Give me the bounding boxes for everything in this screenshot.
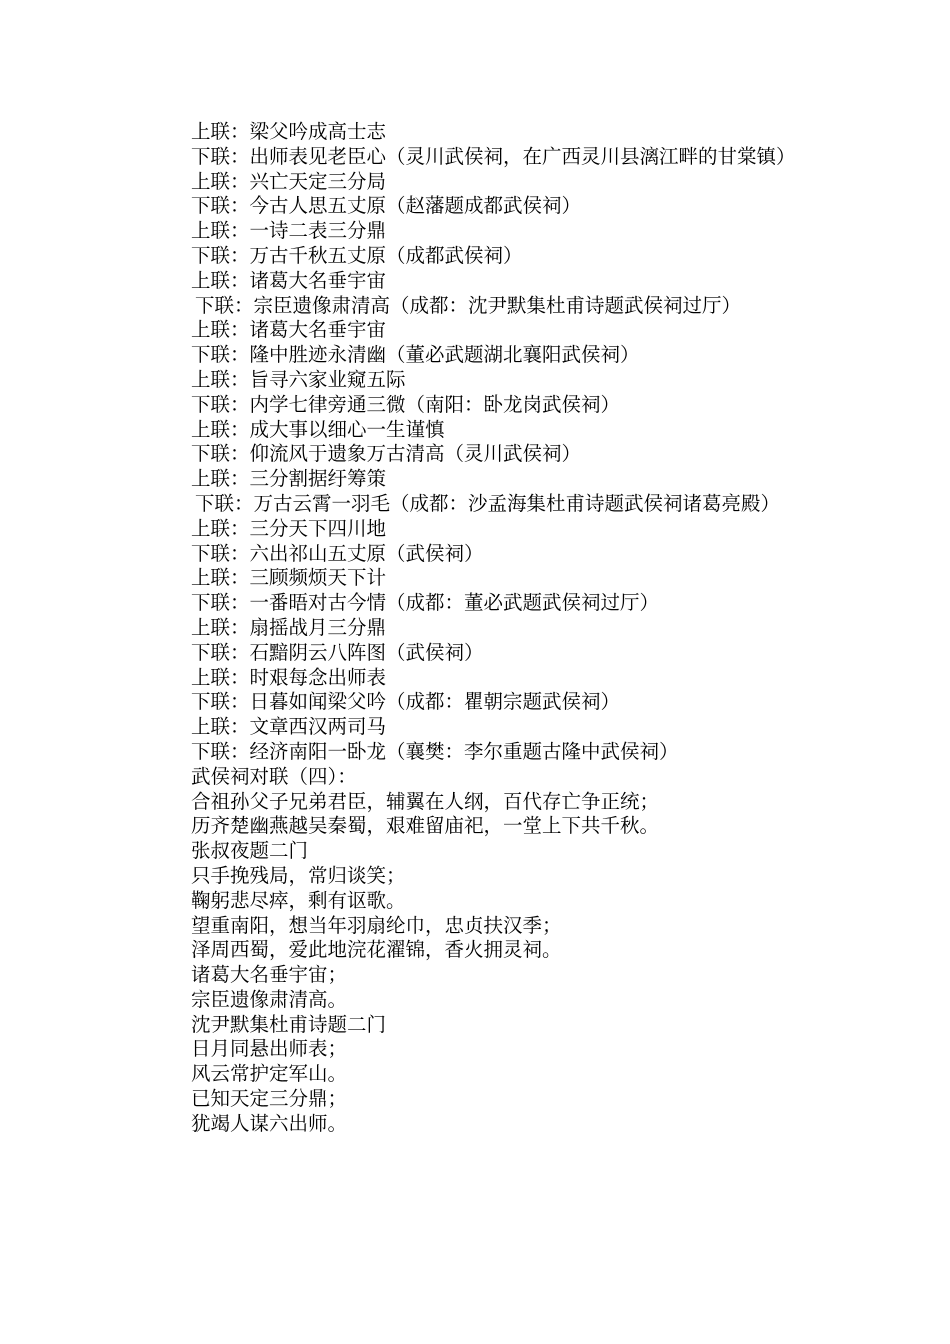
text-line: 日月同悬出师表；: [191, 1037, 348, 1061]
text-line: 只手挽残局，常归谈笑；: [191, 863, 406, 887]
text-line: 鞠躬悲尽瘁，剩有讴歌。: [191, 888, 406, 912]
text-line: 上联：扇摇战月三分鼎: [191, 615, 387, 639]
text-line: 下联：六出祁山五丈原（武侯祠）: [191, 541, 484, 565]
text-line: 下联：宗臣遗像肃清高（成都：沈尹默集杜甫诗题武侯祠过厅）: [195, 293, 742, 317]
text-line: 上联：三分天下四川地: [191, 516, 387, 540]
text-line: 合祖孙父子兄弟君臣，辅翼在人纲，百代存亡争正统；: [191, 789, 660, 813]
text-line: 宗臣遗像肃清高。: [191, 987, 348, 1011]
text-line: 张叔夜题二门: [191, 839, 309, 863]
text-line: 上联：梁父吟成高士志: [191, 120, 387, 143]
text-line: 已知天定三分鼎；: [191, 1087, 348, 1111]
text-line: 上联：一诗二表三分鼎: [191, 219, 387, 243]
text-line: 上联：时艰每念出师表: [191, 665, 387, 689]
text-line: 诸葛大名垂宇宙；: [191, 963, 348, 987]
text-line: 望重南阳，想当年羽扇纶巾，忠贞扶汉季；: [191, 913, 562, 937]
text-line: 上联：诸葛大名垂宇宙: [191, 318, 387, 342]
text-line: 下联：万古千秋五丈原（成都武侯祠）: [191, 243, 523, 267]
text-line: 泽周西蜀，爱此地浣花濯锦，香火拥灵祠。: [191, 938, 562, 962]
text-line: 上联：兴亡天定三分局: [191, 169, 387, 193]
text-line: 上联：旨寻六家业窥五际: [191, 367, 406, 391]
text-line: 下联：隆中胜迹永清幽（董必武题湖北襄阳武侯祠）: [191, 343, 640, 367]
text-line: 上联：成大事以细心一生谨慎: [191, 417, 445, 441]
text-line: 下联：出师表见老臣心（灵川武侯祠，在广西灵川县漓江畔的甘棠镇）: [191, 144, 796, 168]
section-heading: 武侯祠对联（四）：: [191, 764, 357, 788]
document-page: [145, 120, 810, 1137]
text-line: 下联：经济南阳一卧龙（襄樊：李尔重题古隆中武侯祠）: [191, 739, 679, 763]
text-line: 下联：内学七律旁通三微（南阳：卧龙岗武侯祠）: [191, 392, 621, 416]
text-line: 下联：石黯阴云八阵图（武侯祠）: [191, 640, 484, 664]
text-line: 上联：三顾频烦天下计: [191, 566, 387, 590]
text-line: 风云常护定军山。: [191, 1062, 348, 1086]
text-line: 上联：文章西汉两司马: [191, 715, 387, 739]
text-line: 上联：三分割据纡筹策: [191, 467, 387, 491]
text-line: 上联：诸葛大名垂宇宙: [191, 268, 387, 292]
text-line: 下联：万古云霄一羽毛（成都：沙孟海集杜甫诗题武侯祠诸葛亮殿）: [195, 491, 781, 515]
text-line: 下联：今古人思五丈原（赵藩题成都武侯祠）: [191, 194, 582, 218]
text-line: 下联：一番晤对古今情（成都：董必武题武侯祠过厅）: [191, 591, 660, 615]
text-line: 沈尹默集杜甫诗题二门: [191, 1012, 387, 1036]
text-line: 下联：日暮如闻梁父吟（成都：瞿朝宗题武侯祠）: [191, 690, 621, 714]
text-line: 犹竭人谋六出师。: [191, 1111, 348, 1135]
text-line: 历齐楚幽燕越吴秦蜀，艰难留庙祀，一堂上下共千秋。: [191, 814, 660, 838]
text-line: 下联：仰流风于遗象万古清高（灵川武侯祠）: [191, 442, 582, 466]
